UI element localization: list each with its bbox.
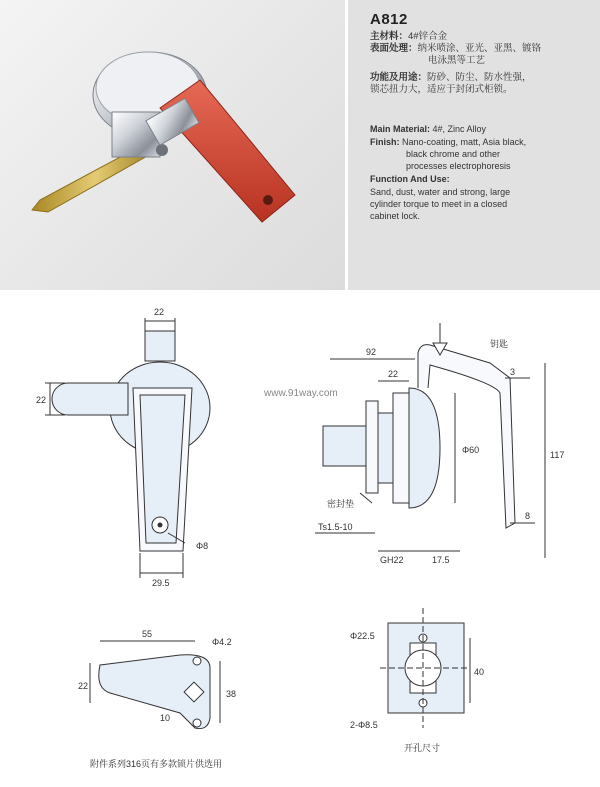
cn-function-row: 功能及用途：防砂、防尘、防水性强， — [370, 72, 532, 83]
dim-cam-hole: Φ4.2 — [212, 637, 232, 647]
label-key: 钥匙 — [490, 339, 509, 349]
front-view — [45, 318, 210, 578]
dim-cam-height-left: 22 — [78, 681, 89, 691]
dim-front-hole: Φ8 — [196, 541, 209, 551]
dim-cam-square: 10 — [160, 713, 171, 723]
dim-side-key-width: 3 — [510, 367, 516, 377]
dim-side-thread: Ts1.5-10 — [318, 522, 353, 532]
cutout-drawing — [380, 608, 470, 728]
cutout-title: 开孔尺寸 — [404, 743, 441, 753]
dim-side-nut: 22 — [388, 369, 399, 379]
cn-function-row-2: 锁芯扭力大，适应于封闭式柜锁。 — [370, 84, 513, 95]
en-finish-row: Finish: Nano-coating, matt, Asia black, — [370, 137, 527, 147]
dim-front-top-width: 22 — [154, 307, 165, 317]
en-function-label: Function And Use: — [370, 174, 450, 184]
dim-cam-height-right: 38 — [226, 689, 237, 699]
en-function-row-2: cylinder torque to meet in a closed — [370, 199, 508, 209]
cn-finish-row-2: 电泳黑等工艺 — [428, 55, 486, 66]
dim-cam-length: 55 — [142, 629, 153, 639]
label-seal: 密封垫 — [327, 499, 355, 509]
spec-panel — [348, 0, 600, 290]
dim-front-bottom-width: 29.5 — [152, 578, 170, 588]
dim-side-total: 92 — [366, 347, 377, 357]
en-material-row: Main Material: 4#, Zinc Alloy — [370, 124, 487, 134]
dim-side-depth: 17.5 — [432, 555, 450, 565]
en-finish-row-3: processes electrophoresis — [406, 161, 511, 171]
dim-front-left-height: 22 — [36, 395, 47, 405]
dim-cutout-circle: Φ22.5 — [350, 631, 375, 641]
product-photo — [0, 0, 345, 290]
dim-cutout-holes: 2-Φ8.5 — [350, 720, 378, 730]
en-finish-row-2: black chrome and other — [406, 149, 501, 159]
model-number: A812 — [370, 11, 408, 28]
en-function-row-1: Sand, dust, water and strong, large — [370, 187, 511, 197]
footer-note: 附件系列316页有多款锁片供选用 — [90, 759, 223, 769]
cn-finish-row: 表面处理：纳米喷涂、亚光、亚黑、镀铬 — [370, 43, 542, 54]
cam-drawing — [90, 641, 220, 729]
dim-side-diameter: Φ60 — [462, 445, 480, 455]
dim-side-key-end: 8 — [525, 511, 531, 521]
cn-material-row: 主材料：4#锌合金 — [370, 31, 448, 42]
en-function-row-3: cabinet lock. — [370, 211, 421, 221]
dim-side-gh: GH22 — [380, 555, 404, 565]
watermark: www.91way.com — [264, 388, 338, 399]
dim-side-key-height: 117 — [550, 450, 565, 460]
dim-cutout-height: 40 — [474, 667, 485, 677]
technical-drawing — [0, 293, 600, 782]
